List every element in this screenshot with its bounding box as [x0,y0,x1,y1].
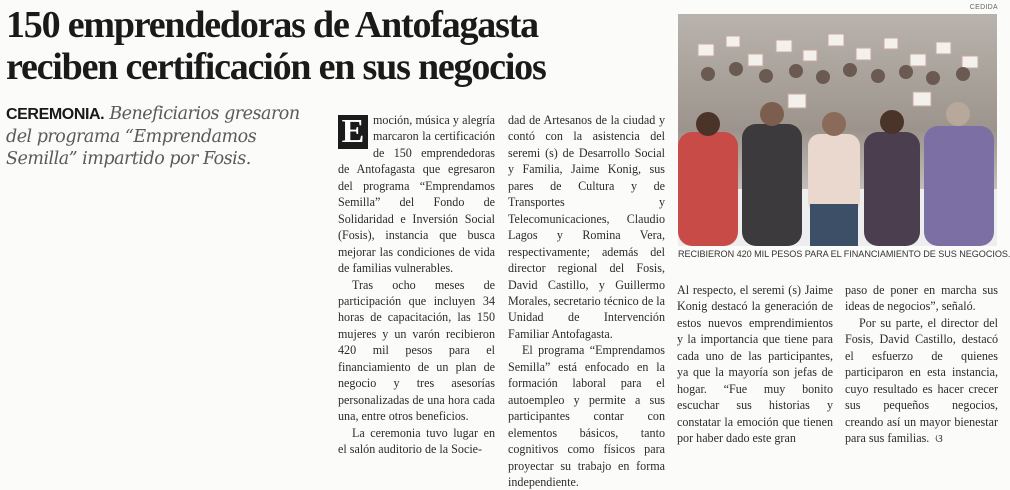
deck-text: Beneficiarios gresaron del programa “Emprendamos Semilla” impartido por Fosis. [6,104,300,169]
headline-line-2: reciben certificación en sus negocios [6,46,546,88]
headline-line-1: 150 emprendedoras de Antofagasta [6,4,538,46]
paragraph [338,112,495,277]
photo-credit: CEDIDA [969,4,998,11]
paragraph-text: Por su parte, el director del Fosis, David Castillo, destacó el esfuerzo de quienes participaron en esta instancia, cuyo resultado es hacer crecer sus pequeños negocios, creando así un mayor bienestar para sus familias. [845,315,998,446]
body-column-2 [508,112,665,490]
drop-cap: E [338,115,368,149]
paragraph-text: moción, música y alegría marcaron la certificación de 150 emprendedoras de Antofagasta que egresaron del programa “Emprendamos Semilla” del Fondo de Solidaridad e Inversión Social (Fosis), instancia que busca mejorar las condiciones de vida de familias vulnerables. [338,113,495,276]
paragraph: El programa “Emprendamos Semilla” está enfocado en la formación laboral para el autoempleo y permite a sus participantes contar con elementos básicos, tanto cognitivos como físicos para proyectar su trabajo en forma independiente. [508,343,665,489]
headline [6,4,671,88]
paragraph: Al respecto, el seremi (s) Jaime Konig destacó la generación de estos nuevos emprendimientos y la importancia que tiene para cada uno de las participantes, ya que la mayoría son jefas de hogar. “Fue muy bonito escuchar sus historias y constatar la emoción que tienen por haber dado este gran [677,283,833,446]
paragraph: La ceremonia tuvo lugar en el salón auditorio de la Socie- [338,425,495,457]
group-photo-illustration [678,14,997,246]
end-mark-icon: ଓ [935,432,943,446]
paragraph [845,315,998,448]
lead-summary [6,103,321,170]
paragraph: dad de Artesanos de la ciudad y contó con la asistencia del seremi (s) de Desarrollo Social y Familia, Jaime Konig, sus pares de Cultura y de Transportes y Telecomunicaciones, Claudio Lagos y Romina Vera, respectivamente; además del director regional del Fosis, David Castillo, y Guillermo Morales, secretario técnico de la Unidad de Intervención Familiar Antofagasta. [508,113,665,341]
paragraph: Tras ocho meses de participación que incluyen 34 horas de capacitación, las 150 mujeres y un varón recibieron 420 mil pesos para el financiamiento de un plan de negocio y tres asesorías personalizadas de una hora cada una, entre otros beneficios. [338,277,495,424]
body-column-4 [845,282,998,448]
photo-caption: RECIBIERON 420 MIL PESOS PARA EL FINANCIAMIENTO DE SUS NEGOCIOS. [678,249,1010,259]
paragraph: paso de poner en marcha sus ideas de negocios”, señaló. [845,283,998,314]
body-column-1 [338,112,495,458]
body-column-3 [677,282,833,447]
news-photo [678,14,997,246]
section-kicker: CEREMONIA. [6,106,105,123]
